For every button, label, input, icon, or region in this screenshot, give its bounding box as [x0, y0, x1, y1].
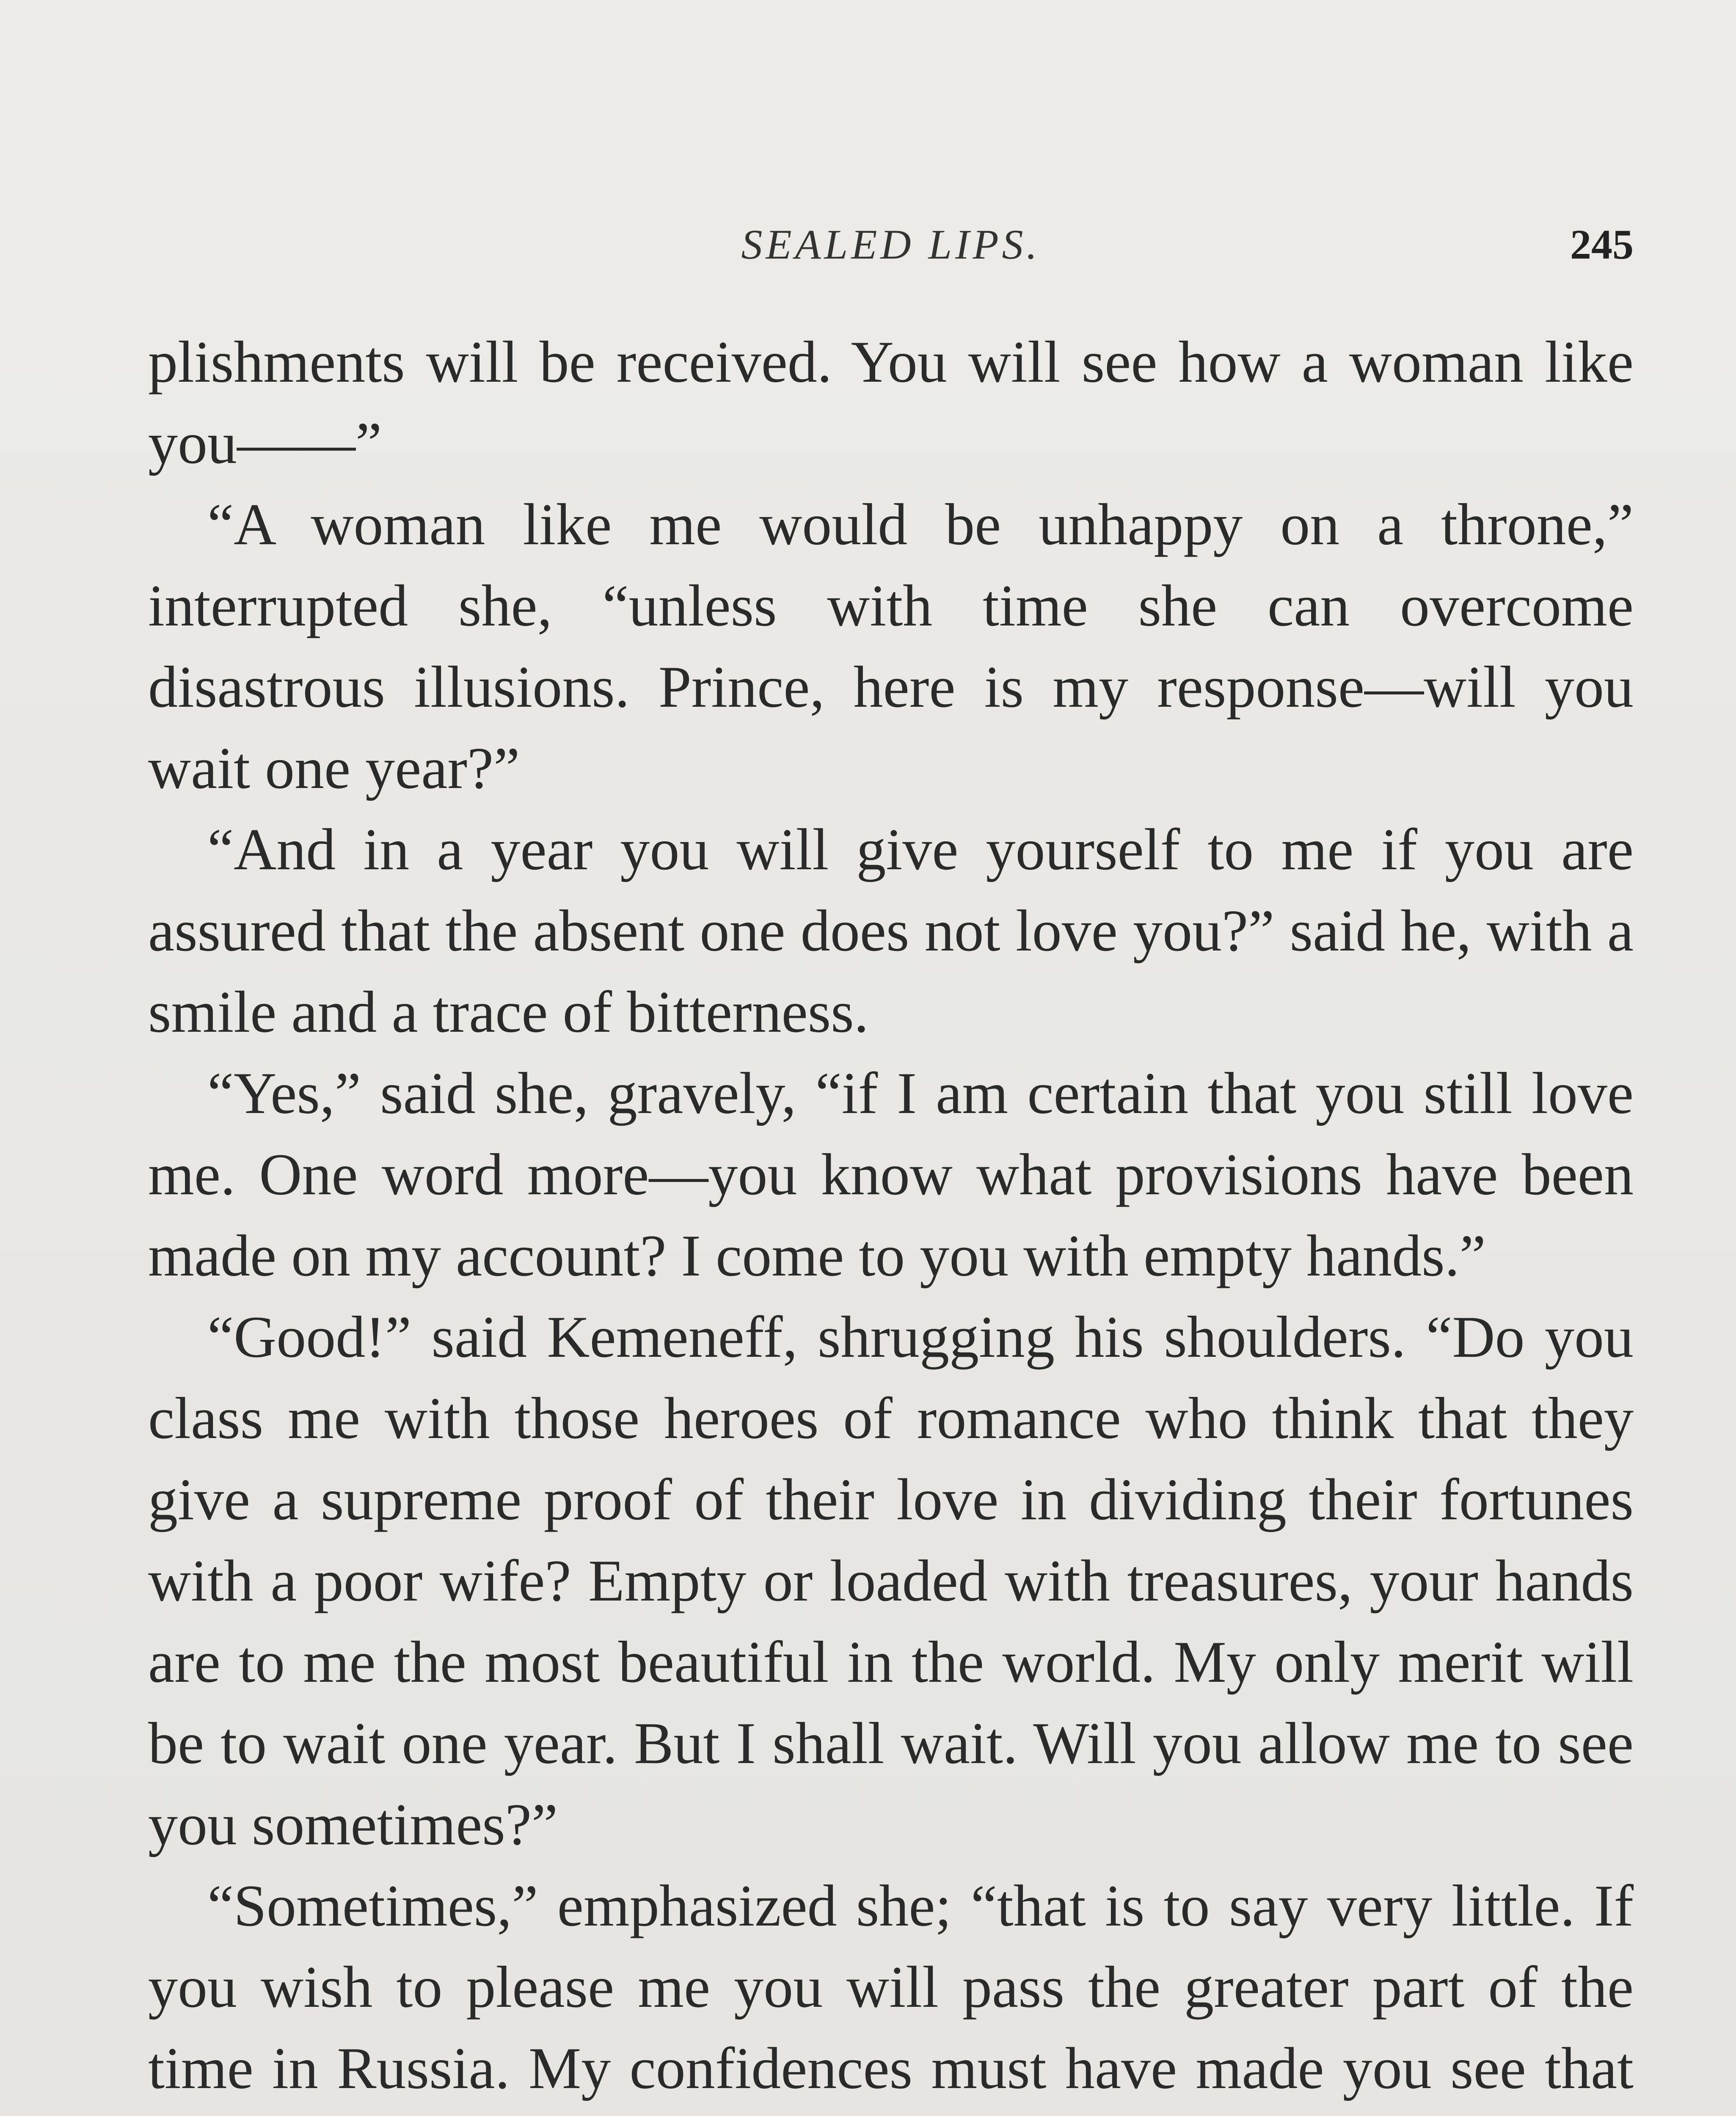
paragraph: plishments will be received. You will see how a woman like you——” [148, 329, 1634, 476]
running-title: SEALED LIPS. [741, 221, 1041, 268]
body-text [148, 322, 1634, 2116]
paragraph: “Good!” said Kemeneff, shrugging his shoulders. “Do you class me with those heroes of romance who think that they give a supreme proof of their love in dividing their fortunes with a poor wife? Empty or loaded with treasures, your hands are to me the most beautiful in the world. My only merit will be to wait one year. But I shall wait. Will you allow me to see you sometimes?” [148, 1304, 1634, 1857]
page-header [148, 220, 1634, 279]
paragraph: “Sometimes,” emphasized she; “that is to say very little. If you wish to please me you will pass the greater part of the time in Russia. My confidences must have made you see that [148, 1873, 1634, 2101]
paragraph: “Yes,” said she, gravely, “if I am certain that you still love me. One word more—you know what provisions have been made on my account? I come to you with empty hands.” [148, 1061, 1634, 1289]
paragraph: “And in a year you will give yourself to me if you are assured that the absent one does not love you?” said he, with a smile and a trace of bitterness. [148, 817, 1634, 1045]
paragraph: “A woman like me would be unhappy on a throne,” interrupted she, “unless with time she can overcome disastrous illusions. Prince, here is my response—will you wait one year?” [148, 492, 1634, 801]
page-number: 245 [1570, 221, 1634, 268]
